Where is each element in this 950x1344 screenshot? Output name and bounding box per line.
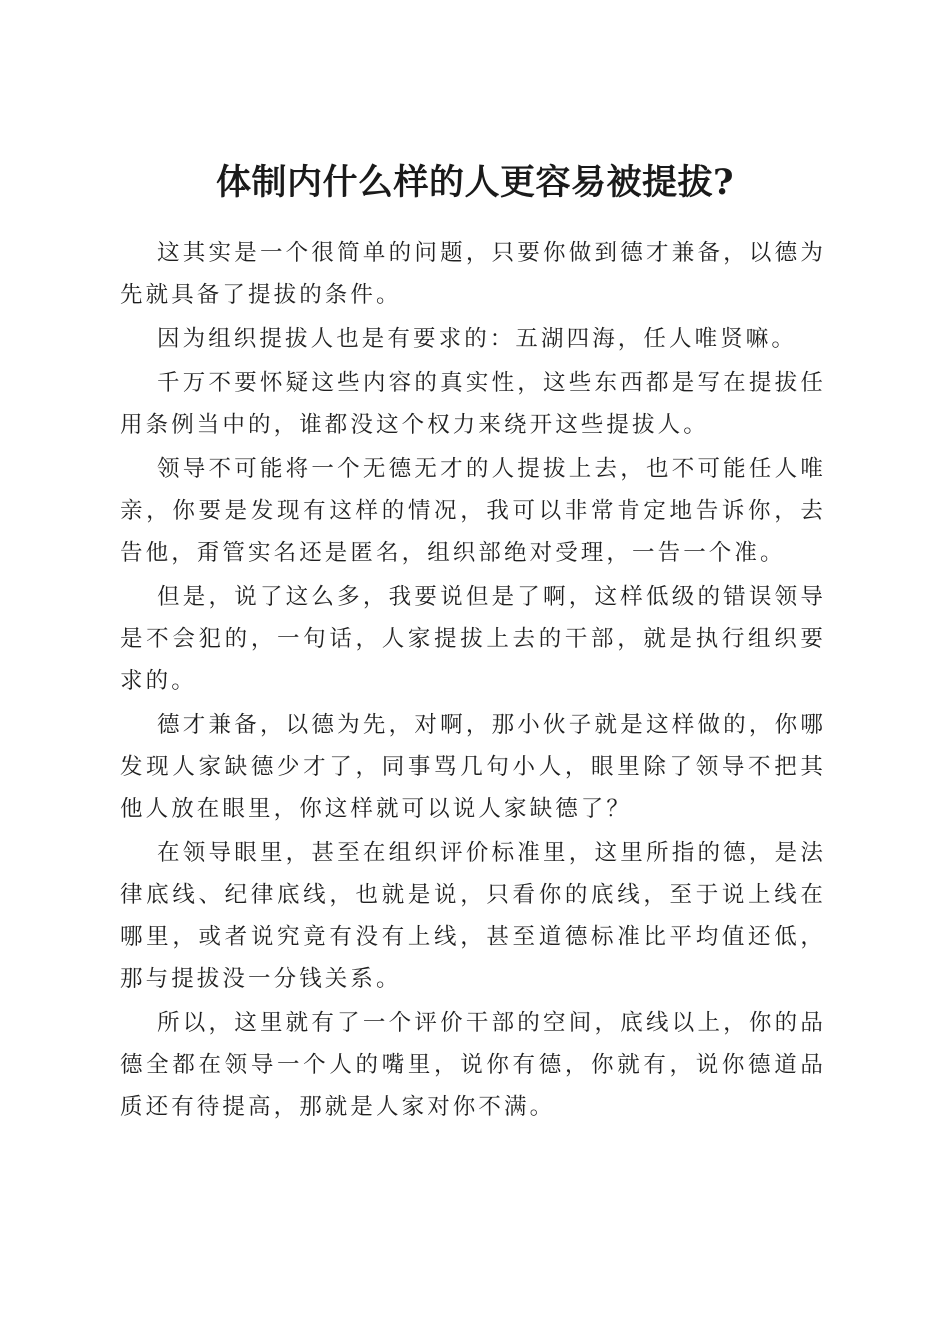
document-body: [120, 232, 826, 1130]
paragraph: 所以，这里就有了一个评价干部的空间，底线以上，你的品德全都在领导一个人的嘴里，说你有德，你就有，说你德道品质还有待提高，那就是人家对你不满。: [120, 1010, 826, 1120]
paragraph: 领导不可能将一个无德无才的人提拔上去，也不可能任人唯亲，你要是发现有这样的情况，我可以非常肯定地告诉你，去告他，甭管实名还是匿名，组织部绝对受理，一告一个准。: [120, 456, 826, 566]
paragraph: 德才兼备，以德为先，对啊，那小伙子就是这样做的，你哪发现人家缺德少才了，同事骂几句小人，眼里除了领导不把其他人放在眼里，你这样就可以说人家缺德了？: [120, 712, 826, 822]
paragraph: 但是，说了这么多，我要说但是了啊，这样低级的错误领导是不会犯的，一句话，人家提拔上去的干部，就是执行组织要求的。: [120, 584, 826, 694]
paragraph: 这其实是一个很简单的问题，只要你做到德才兼备，以德为先就具备了提拔的条件。: [120, 240, 826, 308]
document-title: 体制内什么样的人更容易被提拔?: [215, 162, 734, 204]
paragraph: 千万不要怀疑这些内容的真实性，这些东西都是写在提拔任用条例当中的，谁都没这个权力来绕开这些提拔人。: [120, 370, 826, 438]
paragraph: 因为组织提拔人也是有要求的：五湖四海，任人唯贤嘛。: [157, 326, 798, 352]
paragraph: 在领导眼里，甚至在组织评价标准里，这里所指的德，是法律底线、纪律底线，也就是说，只看你的底线，至于说上线在哪里，或者说究竟有没有上线，甚至道德标准比平均值还低，那与提拔没一分钱关系。: [120, 840, 826, 992]
